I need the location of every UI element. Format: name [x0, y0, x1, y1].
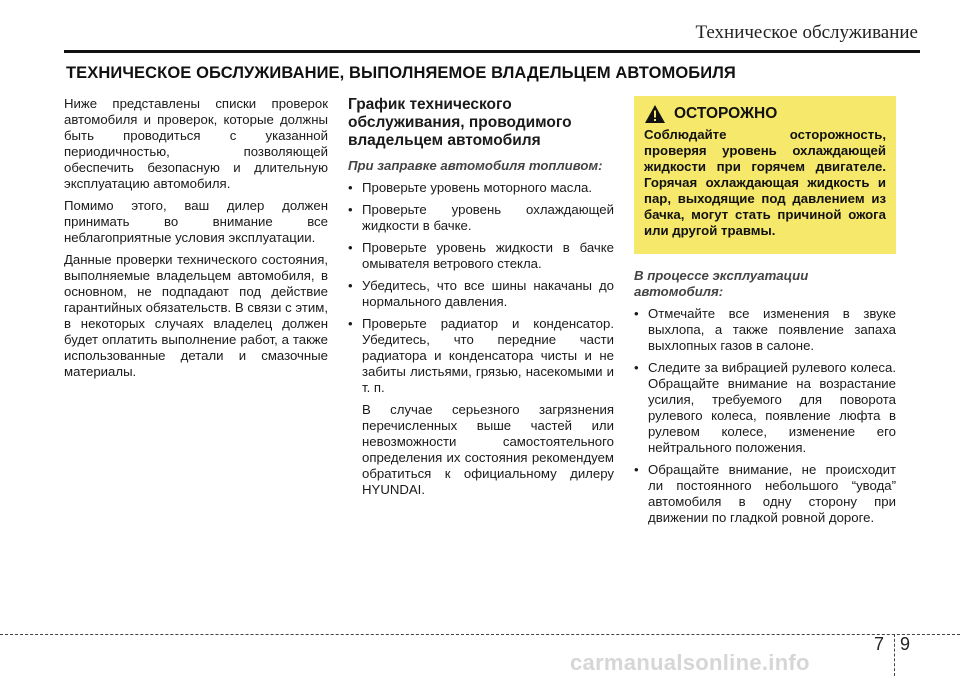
warning-text: Соблюдайте осторожность, проверяя уровень охлаждающей жидкости при горячем двигателе. Горячая охлаждающая жидкость и пар, выходящие под давлением из бачка, могут стать причиной ожога или другой травмы.: [644, 127, 886, 238]
list-item: • Убедитесь, что все шины накачаны до нормального давления.: [348, 278, 614, 310]
warning-header: [644, 104, 886, 124]
list-item-note: В случае серьезного загрязнения перечисленных выше частей или невозможности самостоятельного определения их состояния рекомендуем обратиться к официальному дилеру HYUNDAI.: [362, 402, 614, 497]
list-item: • Отмечайте все изменения в звуке выхлопа, а также появление запаха выхлопных газов в салоне.: [634, 306, 896, 354]
header-rule: [64, 50, 920, 53]
intro-paragraph: Ниже представлены списки проверок автомобиля и проверок, которые должны быть проводиться с указанной периодичностью, позволяющей обеспечить безопасную и длительную эксплуатацию автомобиля.: [64, 96, 328, 191]
warning-title: ОСТОРОЖНО: [674, 105, 778, 122]
chapter-number: 7: [874, 634, 885, 654]
footer-rule: [0, 634, 960, 635]
footer-divider: [894, 634, 895, 676]
list-item-text: • Проверьте радиатор и конденсатор. Убедитесь, что передние части радиатора и конденсатора чисты и не забиты листьями, грязью, насекомыми и т. п.: [362, 316, 614, 395]
warning-box: [634, 96, 896, 254]
running-header-title: Техническое обслуживание: [695, 22, 918, 43]
intro-column: [64, 96, 328, 386]
list-item: • Проверьте уровень охлаждающей жидкости в бачке.: [348, 202, 614, 234]
schedule-heading: График технического обслуживания, проводимого владельцем автомобиля: [348, 96, 572, 149]
refuel-checklist: [348, 180, 614, 498]
intro-paragraph: Помимо этого, ваш дилер должен принимать во внимание все неблагоприятные условия эксплуатации.: [64, 198, 328, 245]
list-item: • Проверьте уровень моторного масла.: [348, 180, 614, 196]
list-item: • Обращайте внимание, не происходит ли постоянного небольшого “увода” автомобиля в одну сторону при движении по гладкой ровной дороге.: [634, 462, 896, 526]
operation-heading: В процессе эксплуатации автомобиля:: [634, 268, 809, 299]
intro-paragraph: Данные проверки технического состояния, выполняемые владельцем автомобиля, в основном, не подпадают под действие гарантийных обязательств. В связи с этим, в некоторых случаях владелец должен будет оплатить выполнение работ, а также использованные детали и смазочные материалы.: [64, 252, 328, 379]
operation-column: [634, 268, 896, 532]
watermark: carmanualsonline.info: [570, 650, 810, 675]
list-item: • Следите за вибрацией рулевого колеса. Обращайте внимание на возрастание усилия, требуемого для поворота рулевого колеса, появление люфта в рулевом колесе, изменение его нейтрального положения.: [634, 360, 896, 456]
list-item: • Проверьте уровень жидкости в бачке омывателя ветрового стекла.: [348, 240, 614, 272]
schedule-column: [348, 96, 614, 504]
warning-triangle-icon: [644, 104, 666, 124]
operation-checklist: [634, 306, 896, 526]
page-number: 9: [900, 634, 911, 654]
section-title: ТЕХНИЧЕСКОЕ ОБСЛУЖИВАНИЕ, ВЫПОЛНЯЕМОЕ ВЛАДЕЛЬЦЕМ АВТОМОБИЛЯ: [66, 64, 736, 82]
list-item: [348, 316, 614, 498]
refuel-heading: При заправке автомобиля топливом:: [348, 158, 603, 173]
